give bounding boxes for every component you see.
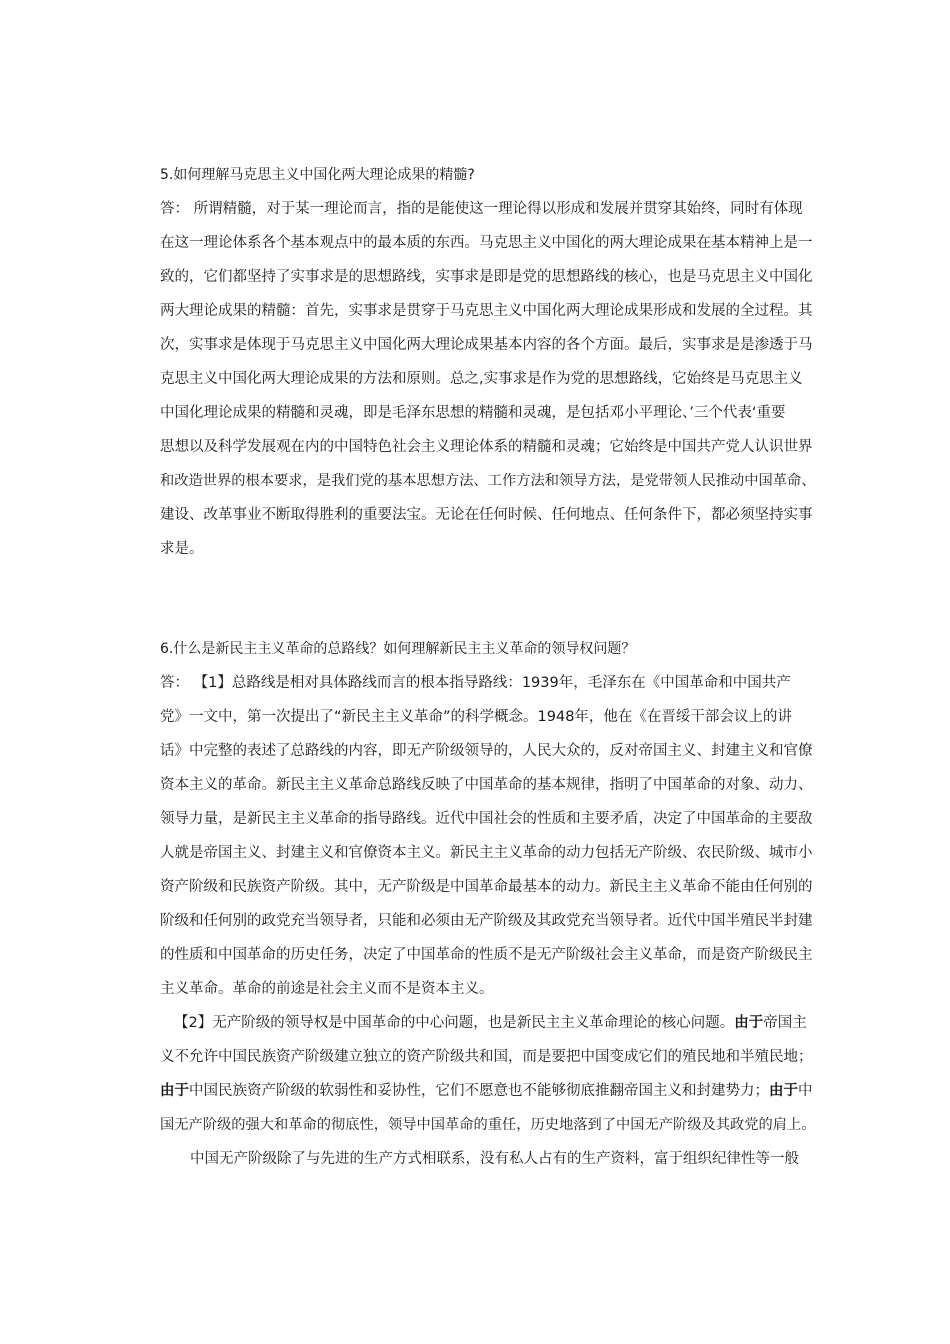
answer-line: 中国无产阶级除了与先进的生产方式相联系，没有私人占有的生产资料，富于组织纪律性等一般 [190, 1151, 799, 1167]
answer-line: 和改造世界的根本要求，是我们党的基本思想方法、工作方法和领导方法，是党带领人民推动中国革命、 [160, 473, 816, 489]
answer-line: 答： 【1】总路线是相对具体路线而言的根本指导路线：1939年，毛泽东在《中国革命和中国共产 [160, 675, 791, 691]
question-6-answer-part-2 [160, 1006, 820, 1142]
answer-line: 思想以及科学发展观在内的中国特色社会主义理论体系的精髓和灵魂；它始终是中国共产党人认识世界 [160, 439, 813, 455]
answer-line: 中国化理论成果的精髓和灵魂，即是毛泽东思想的精髓和灵魂，是包括邓小平理论、’三个代表‘重要 [160, 405, 786, 421]
question-6-answer-part-3 [160, 1142, 820, 1176]
answer-line: 资产阶级和民族资产阶级。其中，无产阶级是中国革命最基本的动力。新民主主义革命不能由任何别的 [160, 879, 813, 895]
question-5-title: 5.如何理解马克思主义中国化两大理论成果的精髓? [160, 167, 475, 183]
answer-line: 话》中完整的表述了总路线的内容，即无产阶级领导的，人民大众的，反对帝国主义、封建主义和官僚 [160, 743, 813, 759]
question-5-answer [160, 192, 820, 566]
answer-line: 国无产阶级的强大和革命的彻底性，领导中国革命的重任，历史地落到了中国无产阶级及其政党的肩上。 [160, 1117, 816, 1133]
answer-line: 致的，它们都坚持了实事求是的思想路线，实事求是即是党的思想路线的核心，也是马克思主义中国化 [160, 269, 813, 285]
answer-line: 答： 所谓精髓，对于某一理论而言，指的是能使这一理论得以形成和发展并贯穿其始终，同时有体现 [160, 201, 803, 217]
answer-line [160, 1006, 820, 1040]
answer-line: 求是。 [160, 541, 204, 557]
emphasis-text: 由于 [160, 1083, 189, 1099]
answer-line: 两大理论成果的精髓：首先，实事求是贯穿于马克思主义中国化两大理论成果形成和发展的全过程。其 [160, 303, 813, 319]
answer-line: 次，实事求是体现于马克思主义中国化两大理论成果基本内容的各个方面。最后，实事求是是渗透于马 [160, 337, 813, 353]
answer-line: 义不允许中国民族资产阶级建立独立的资产阶级共和国，而是要把中国变成它们的殖民地和半殖民地； [160, 1049, 813, 1065]
answer-line: 资本主义的革命。新民主主义革命总路线反映了中国革命的基本规律，指明了中国革命的对象、动力、 [160, 777, 813, 793]
answer-line: 党》一文中，第一次提出了“新民主主义革命”的科学概念。1948年，他在《在晋绥干部会议上的讲 [160, 709, 792, 725]
answer-text: 中 [798, 1083, 813, 1099]
question-6-title: 6.什么是新民主主义革命的总路线？如何理解新民主主义革命的领导权问题？ [160, 641, 636, 657]
emphasis-text: 由于 [734, 1015, 764, 1031]
answer-line: 阶级和任何别的政党充当领导者，只能和必须由无产阶级及其政党充当领导者。近代中国半殖民半封建 [160, 913, 813, 929]
answer-line: 的性质和中国革命的历史任务，决定了中国革命的性质不是无产阶级社会主义革命，而是资产阶级民主 [160, 947, 813, 963]
answer-line: 主义革命。革命的前途是社会主义而不是资本主义。 [160, 981, 494, 997]
answer-text: 【2】无产阶级的领导权是中国革命的中心问题，也是新民主主义革命理论的核心问题。 [174, 1015, 735, 1031]
answer-line: 领导力量，是新民主主义革命的指导路线。近代中国社会的性质和主要矛盾，决定了中国革命的主要敌 [160, 811, 813, 827]
answer-line [160, 1074, 820, 1108]
answer-line: 克思主义中国化两大理论成果的方法和原则。总之,实事求是作为党的思想路线，它始终是马克思主义 [160, 371, 803, 387]
question-6-section [160, 632, 820, 1176]
answer-text: 帝国主 [763, 1015, 807, 1031]
emphasis-text: 由于 [769, 1083, 798, 1099]
answer-line: 在这一理论体系各个基本观点中的最本质的东西。马克思主义中国化的两大理论成果在基本精神上是一 [160, 235, 813, 251]
answer-line: 建设、改革事业不断取得胜利的重要法宝。无论在任何时候、任何地点、任何条件下，都必须坚持实事 [160, 507, 813, 523]
question-6-answer-part-1 [160, 666, 820, 1006]
answer-text: 中国民族资产阶级的软弱性和妥协性，它们不愿意也不能够彻底推翻帝国主义和封建势力； [189, 1083, 769, 1099]
question-5-section [160, 158, 820, 566]
answer-line: 人就是帝国主义、封建主义和官僚资本主义。新民主主义革命的动力包括无产阶级、农民阶级、城市小 [160, 845, 813, 861]
